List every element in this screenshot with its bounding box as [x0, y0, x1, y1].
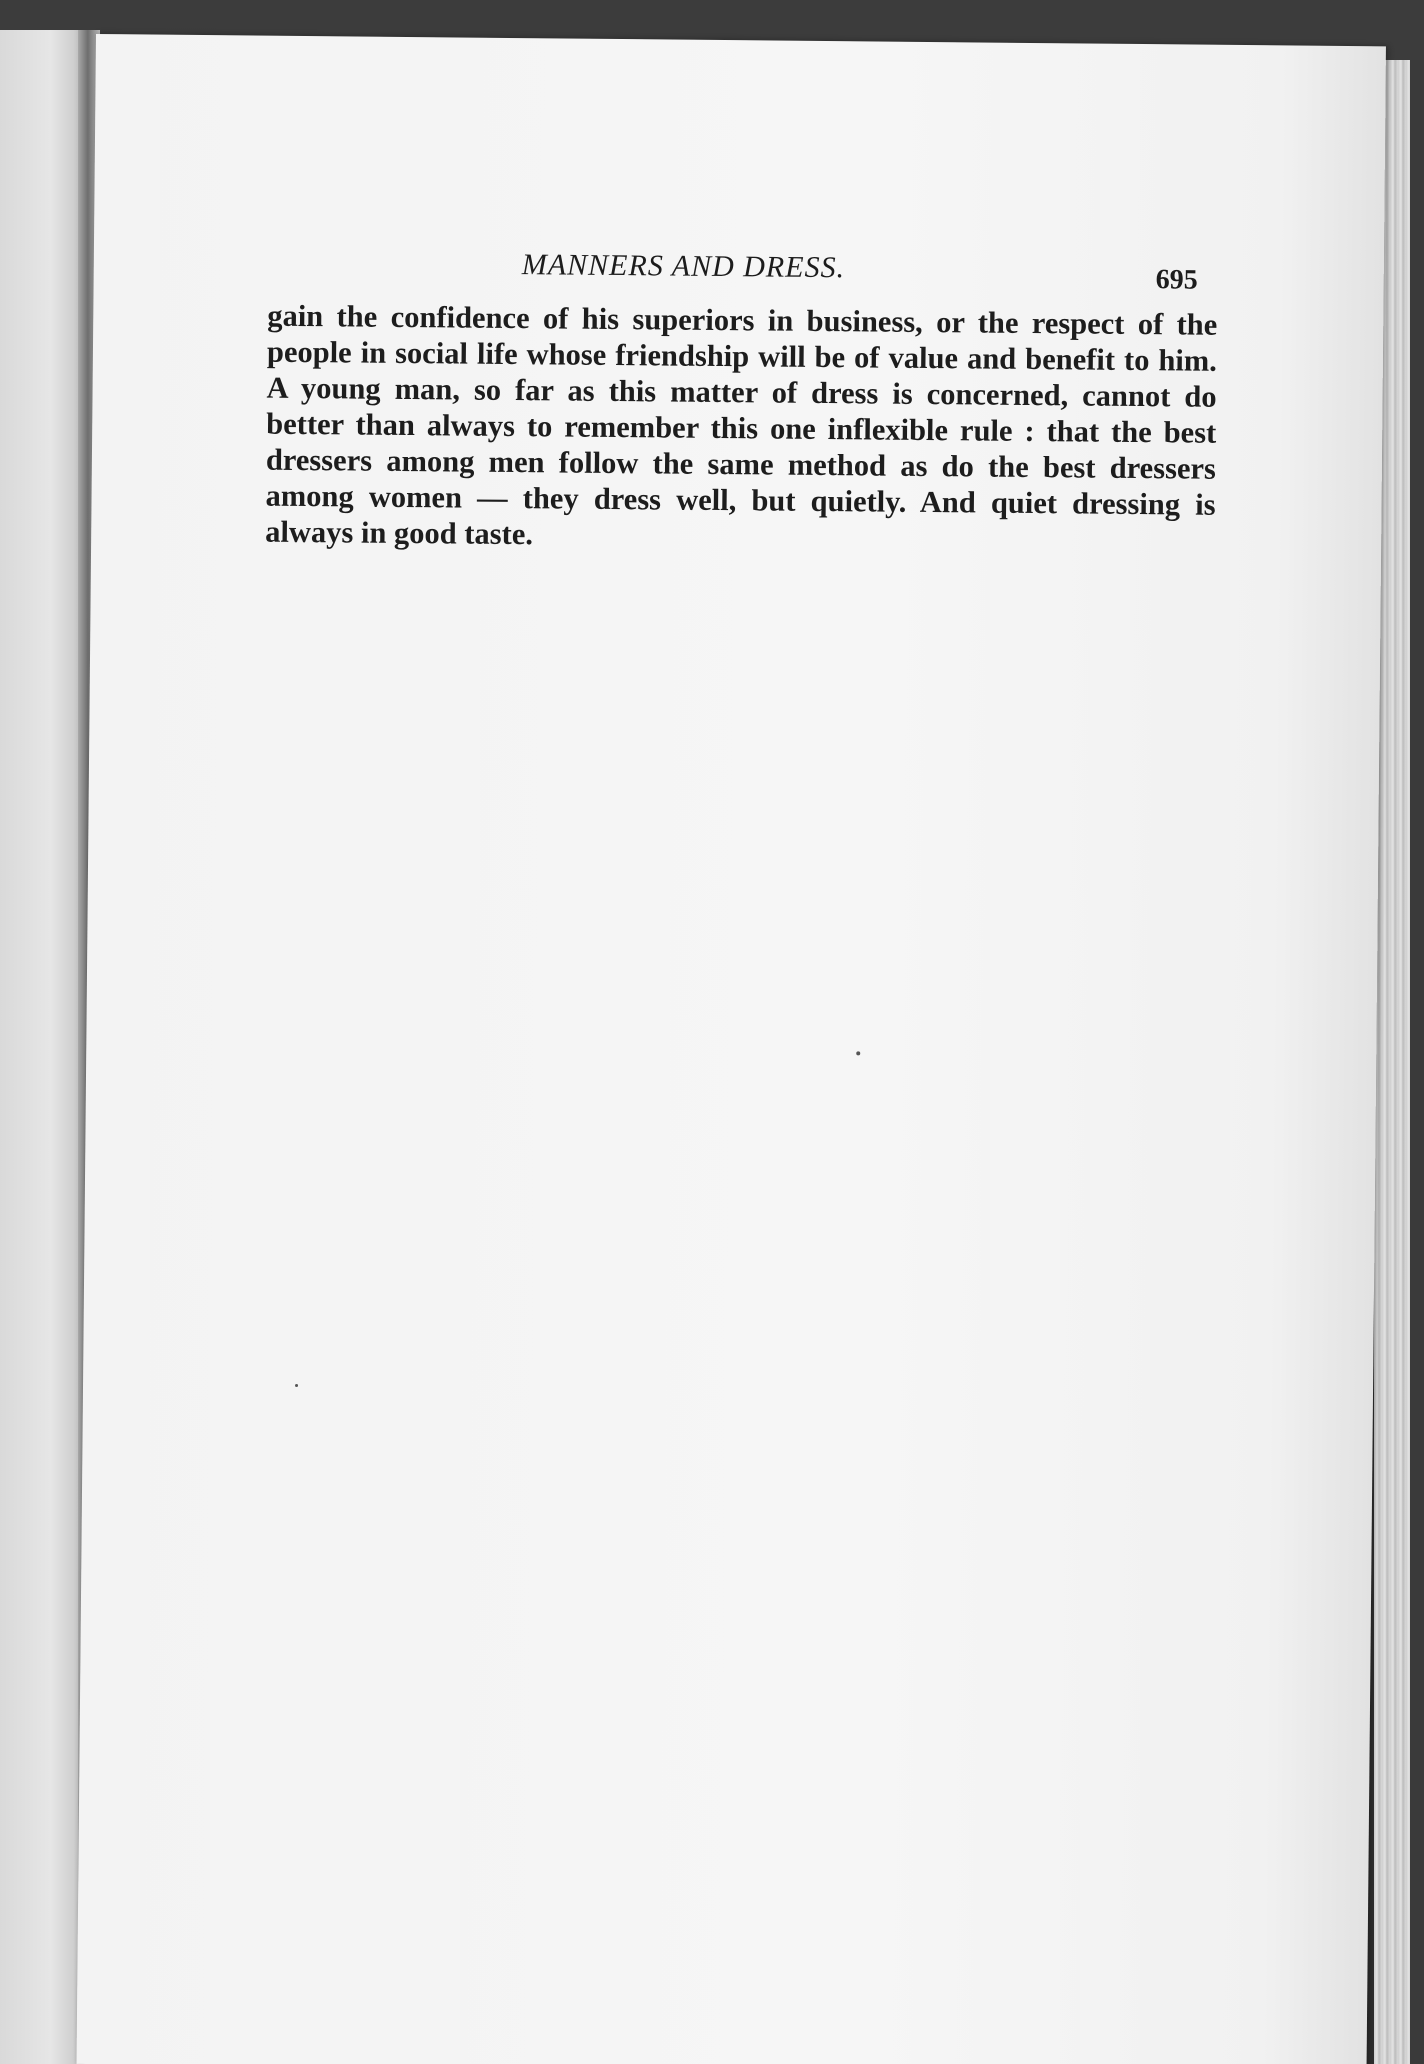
book-page	[77, 34, 1386, 2064]
running-head: MANNERS AND DRESS.	[521, 248, 846, 285]
page-number: 695	[1155, 264, 1198, 296]
ink-speck	[856, 1051, 860, 1055]
body-paragraph: gain the confidence of his superiors in business, or the respect of the people in social life whose friendship will be of value and benefit to him. A young man, so far as this matter of dress is concerned, cannot do better than always to remember this one inflexible rule : that the best dressers among men follow the same method as do the best dressers among women — they dress well, but quietly. And quiet dressing is always in good taste.	[265, 298, 1218, 552]
ink-speck	[295, 1384, 298, 1387]
